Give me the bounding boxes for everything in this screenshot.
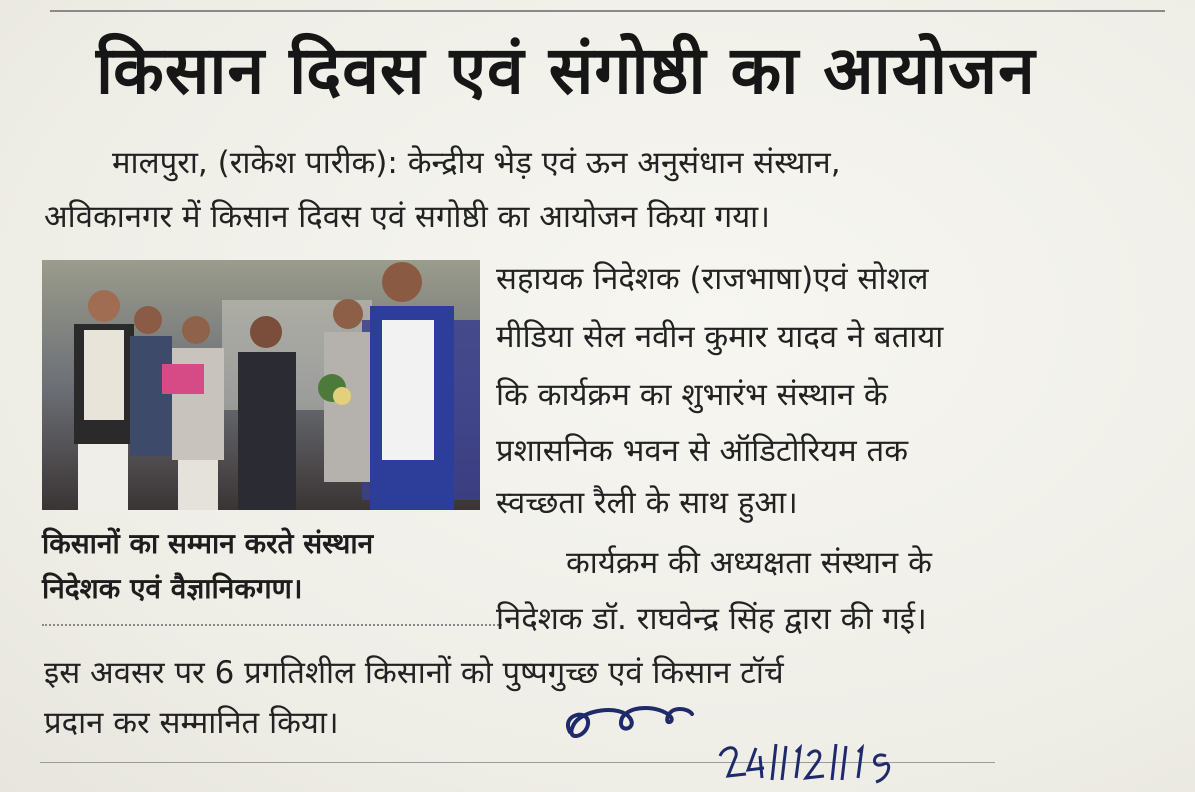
body-line-6: प्रशासनिक भवन से ऑडिटोरियम तक [496,433,909,469]
body-line-9: निदेशक डॉ. राघवेन्द्र सिंह द्वारा की गई। [496,601,927,637]
top-rule [50,10,1165,12]
caption-line-2: निदेशक एवं वैज्ञानिकगण। [42,571,303,605]
body-line-4: मीडिया सेल नवीन कुमार यादव ने बताया [496,319,944,355]
handwritten-signature-icon [560,694,920,784]
body-line-2: अविकानगर में किसान दिवस एवं सगोष्ठी का आयोजन किया गया। [44,199,770,235]
photo-ceremony-icon [42,260,480,510]
body-line-11: प्रदान कर सम्मानित किया। [44,705,339,741]
body-line-1: मालपुरा, (राकेश पारीक): केन्द्रीय भेड़ एवं ऊन अनुसंधान संस्थान, [112,145,841,181]
news-photo [42,260,480,510]
headline: किसान दिवस एवं संगोष्ठी का आयोजन [96,32,1036,109]
body-line-8: कार्यक्रम की अध्यक्षता संस्थान के [566,545,932,581]
body-line-10: इस अवसर पर 6 प्रगतिशील किसानों को पुष्पगुच्छ एवं किसान टॉर्च [44,655,784,691]
body-line-7: स्वच्छता रैली के साथ हुआ। [496,485,798,521]
caption-line-1: किसानों का सम्मान करते संस्थान [42,527,374,560]
body-line-3: सहायक निदेशक (राजभाषा)एवं सोशल [496,261,929,297]
body-line-5: कि कार्यक्रम का शुभारंभ संस्थान के [496,377,888,413]
caption-divider [42,624,502,626]
photo-caption [42,522,502,612]
